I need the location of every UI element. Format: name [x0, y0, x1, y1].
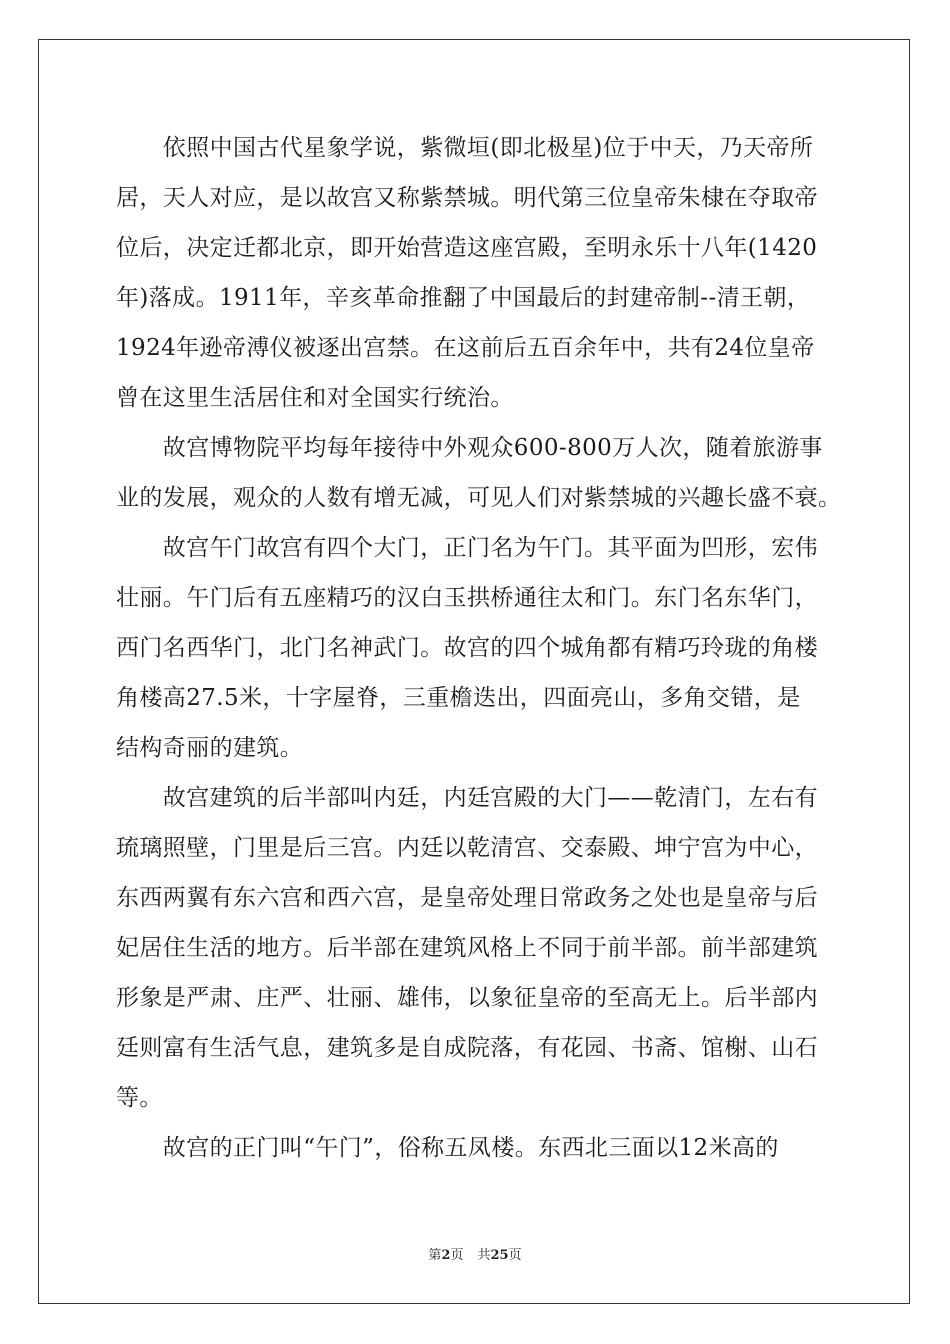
text-line: 西门名西华门，北门名神武门。故宫的四个城角都有精巧玲珑的角楼: [116, 635, 818, 661]
text-line: 妃居住生活的地方。后半部在建筑风格上不同于前半部。前半部建筑: [116, 935, 818, 961]
text-line: 依照中国古代星象学说，紫微垣(即北极星)位于中天，乃天帝所: [116, 135, 814, 161]
total-suffix: 页: [508, 1248, 522, 1263]
text-line: 故宫的正门叫“午门”，俗称五凤楼。东西北三面以12米高的: [116, 1135, 779, 1161]
text-line: 角楼高27.5米，十字屋脊，三重檐迭出，四面亮山，多角交错，是: [116, 685, 801, 711]
total-pages: 25: [490, 1248, 509, 1263]
text-line: 业的发展，观众的人数有增无减，可见人们对紫禁城的兴趣长盛不衰。: [116, 485, 842, 511]
text-line: 位后，决定迁都北京，即开始营造这座宫殿，至明永乐十八年(1420: [116, 235, 818, 261]
text-line: 东西两翼有东六宫和西六宫，是皇帝处理日常政务之处也是皇帝与后: [116, 885, 818, 911]
page-number: 2: [441, 1248, 451, 1263]
total-prefix: 共: [477, 1248, 491, 1263]
text-line: 琉璃照壁，门里是后三宫。内廷以乾清宫、交泰殿、坤宁宫为中心，: [116, 835, 818, 861]
text-line: 廷则富有生活气息，建筑多是自成院落，有花园、书斋、馆榭、山石: [116, 1035, 818, 1061]
text-line: 故宫建筑的后半部叫内廷，内廷宫殿的大门——乾清门，左右有: [116, 785, 818, 811]
text-line: 形象是严肃、庄严、壮丽、雄伟，以象征皇帝的至高无上。后半部内: [116, 985, 818, 1011]
text-line: 故宫博物院平均每年接待中外观众600-800万人次，随着旅游事: [116, 435, 823, 461]
text-line: 结构奇丽的建筑。: [116, 735, 304, 761]
text-line: 故宫午门故宫有四个大门，正门名为午门。其平面为凹形，宏伟: [116, 535, 818, 561]
text-line: 居，天人对应，是以故宫又称紫禁城。明代第三位皇帝朱棣在夺取帝: [116, 185, 818, 211]
text-line: 年)落成。1911年，辛亥革命推翻了中国最后的封建帝制--清王朝，: [116, 285, 811, 311]
text-line: 1924年逊帝溥仪被逐出宫禁。在这前后五百余年中，共有24位皇帝: [116, 335, 815, 361]
text-line: 壮丽。午门后有五座精巧的汉白玉拱桥通往太和门。东门名东华门，: [116, 585, 818, 611]
text-line: 等。: [116, 1085, 163, 1111]
page-footer: [0, 1247, 950, 1265]
page-prefix: 第: [428, 1248, 442, 1263]
page-suffix: 页: [450, 1248, 464, 1263]
text-line: 曾在这里生活居住和对全国实行统治。: [116, 385, 514, 411]
